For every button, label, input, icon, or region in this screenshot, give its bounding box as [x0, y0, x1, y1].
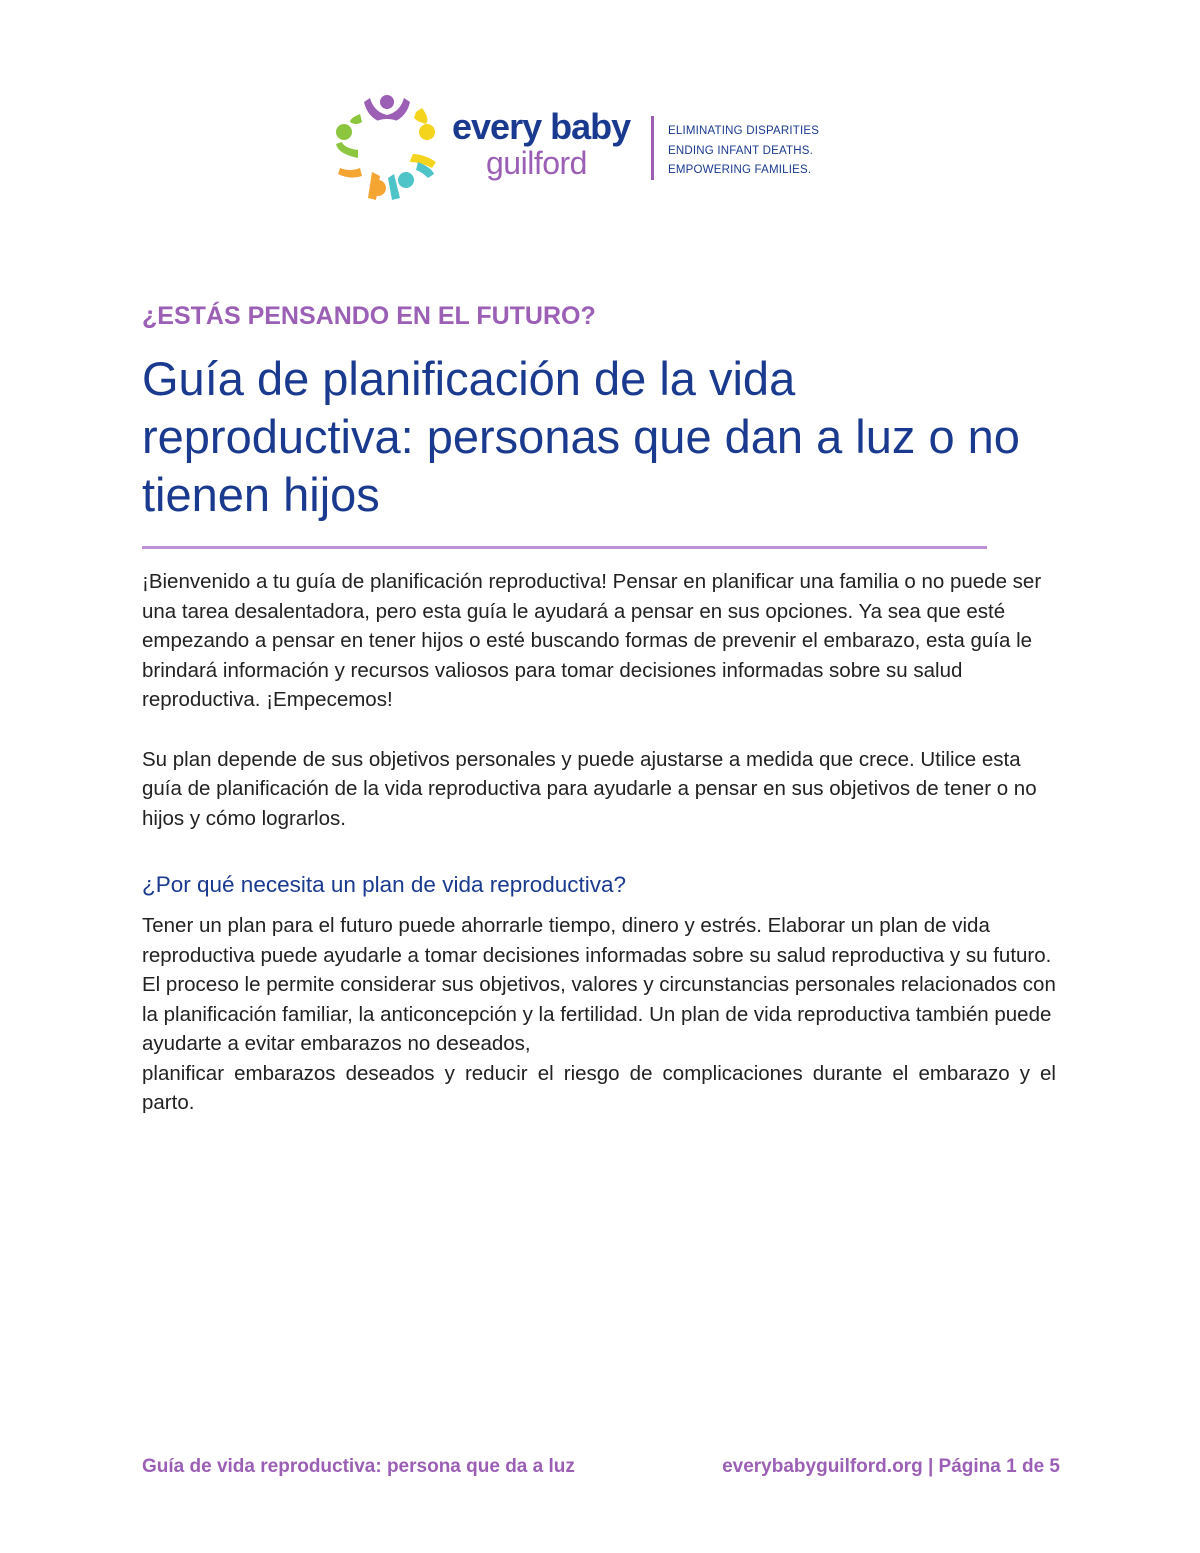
plan-paragraph: Su plan depende de sus objetivos personales y puede ajustarse a medida que crece. Utilice esta guía de planificación de la vida reproductiva para ayudarle a pensar en sus objetivos de tener o no hijos y cómo lograrlos. — [142, 747, 1037, 830]
header-divider — [651, 116, 654, 180]
section-paragraph-part2: planificar embarazos deseados y reducir el riesgo de complicaciones durante el embarazo y el parto. — [142, 1061, 1056, 1114]
title-rule — [142, 546, 987, 549]
taglines — [668, 122, 819, 181]
main-content — [142, 298, 1056, 1118]
footer-guide-title: Guía de vida reproductiva: persona que da a luz — [142, 1456, 575, 1477]
intro-paragraph: ¡Bienvenido a tu guía de planificación reproductiva! Pensar en planificar una familia o no puede ser una tarea desalentadora, pero esta guía le ayudará a pensar en sus opciones. Ya sea que esté empezando a pensar en tener hijos o esté buscando formas de prevenir el embarazo, esta guía le brindará información y recursos valiosos para tomar decisiones informadas sobre su salud reproductiva. ¡Empecemos! — [142, 570, 1042, 711]
section-paragraph — [142, 911, 1056, 1118]
wordmark-every-baby: every baby — [452, 106, 631, 147]
kicker-heading: ¿ESTÁS PENSANDO EN EL FUTURO? — [142, 302, 596, 330]
page-footer — [142, 1456, 1060, 1486]
wordmark-guilford: guilford — [486, 145, 587, 181]
tagline-3: EMPOWERING FAMILIES. — [668, 164, 812, 176]
wordmark — [452, 108, 630, 180]
tagline-2: ENDING INFANT DEATHS. — [668, 144, 813, 157]
people-circle-logo-icon — [330, 88, 445, 203]
section-heading: ¿Por qué necesita un plan de vida reproductiva? — [142, 872, 627, 897]
footer-site-page: everybabyguilford.org | Página 1 de 5 — [722, 1456, 1060, 1477]
tagline-1: ELIMINATING DISPARITIES — [668, 125, 820, 137]
page-title: Guía de planificación de la vida reproductiva: personas que dan a luz o no tienen hijos — [142, 352, 1020, 521]
section-paragraph-part1: Tener un plan para el futuro puede ahorrarle tiempo, dinero y estrés. Elaborar un plan de vida reproductiva puede ayudarle a tomar decisiones informadas sobre su salud reproductiva y su futuro. El proceso le permite considerar sus objetivos, valores y circunstancias personales relacionados con la planificación familiar, la anticoncepción y la fertilidad. Un plan de vida reproductiva también puede ayudarte a evitar embarazos no deseados, — [142, 914, 1056, 1055]
page-header — [330, 88, 830, 208]
